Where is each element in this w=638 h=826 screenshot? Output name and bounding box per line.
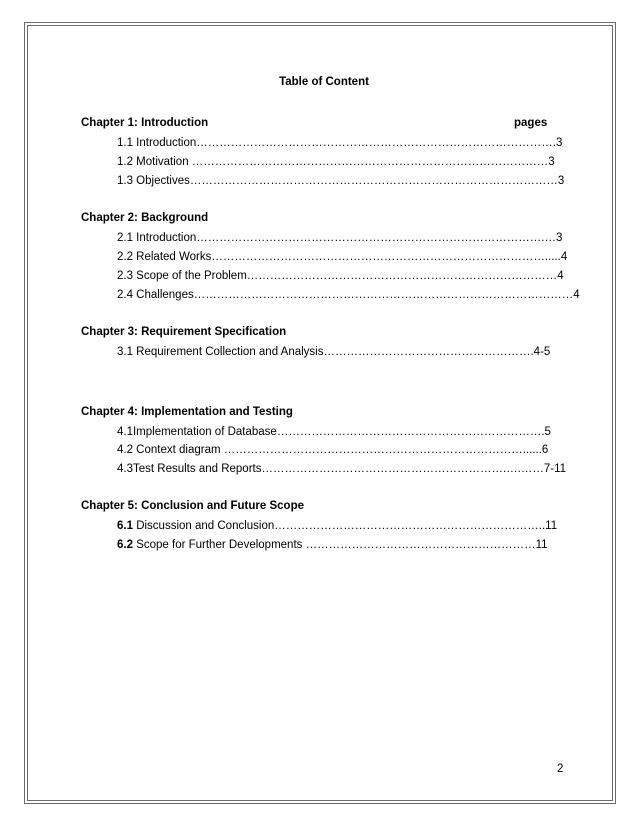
chapter-5-heading: Chapter 5: Conclusion and Future Scope — [81, 500, 304, 512]
toc-entry-1-3[interactable]: 1.3 Objectives……………………………………………………………………………………3 — [117, 175, 565, 187]
chapter-4-heading: Chapter 4: Implementation and Testing — [81, 406, 293, 418]
toc-entry-2-4[interactable]: 2.4 Challenges………………………………………………………………………………………4 — [117, 289, 580, 301]
toc-entry-number: 6.2 — [117, 539, 133, 551]
toc-entry-2-3[interactable]: 2.3 Scope of the Problem………………………………………………………………………4 — [117, 270, 564, 282]
chapter-1-heading: Chapter 1: Introduction — [81, 117, 209, 129]
toc-entry-1-1[interactable]: 1.1 Introduction………………………………………………………………………………….3 — [117, 137, 563, 149]
toc-entry-text: Scope for Further Developments ……………………………………………………11 — [133, 539, 548, 551]
toc-entry-1-2[interactable]: 1.2 Motivation …………………………………………………………………………………3 — [117, 156, 555, 168]
toc-entry-number: 6.1 — [117, 520, 133, 532]
toc-entry-6-2[interactable] — [117, 539, 548, 551]
pages-column-header: pages — [514, 117, 548, 129]
chapter-3-heading: Chapter 3: Requirement Specification — [81, 326, 287, 338]
toc-entry-2-2[interactable]: 2.2 Related Works…………………………………………………………………………….....4 — [117, 251, 568, 263]
chapter-2-heading: Chapter 2: Background — [81, 212, 209, 224]
toc-entry-3-1[interactable]: 3.1 Requirement Collection and Analysis……………………………………………….4-5 — [117, 346, 551, 358]
toc-entry-2-1[interactable]: 2.1 Introduction……………………………………………………………………………….…3 — [117, 232, 563, 244]
toc-entry-4-3[interactable]: 4.3Test Results and Reports……………………………………………………….….……7-11 — [117, 463, 567, 475]
toc-entry-4-1[interactable]: 4.1Implementation of Database…………………………………………………………….5 — [117, 426, 551, 438]
toc-title: Table of Content — [279, 76, 369, 88]
toc-entry-4-2[interactable]: 4.2 Context diagram ……………………………………………………………………......6 — [117, 444, 549, 456]
page-number: 2 — [557, 763, 564, 775]
toc-entry-6-1[interactable] — [117, 520, 557, 532]
toc-entry-text: Discussion and Conclusion……………………………………………………………..11 — [133, 520, 558, 532]
